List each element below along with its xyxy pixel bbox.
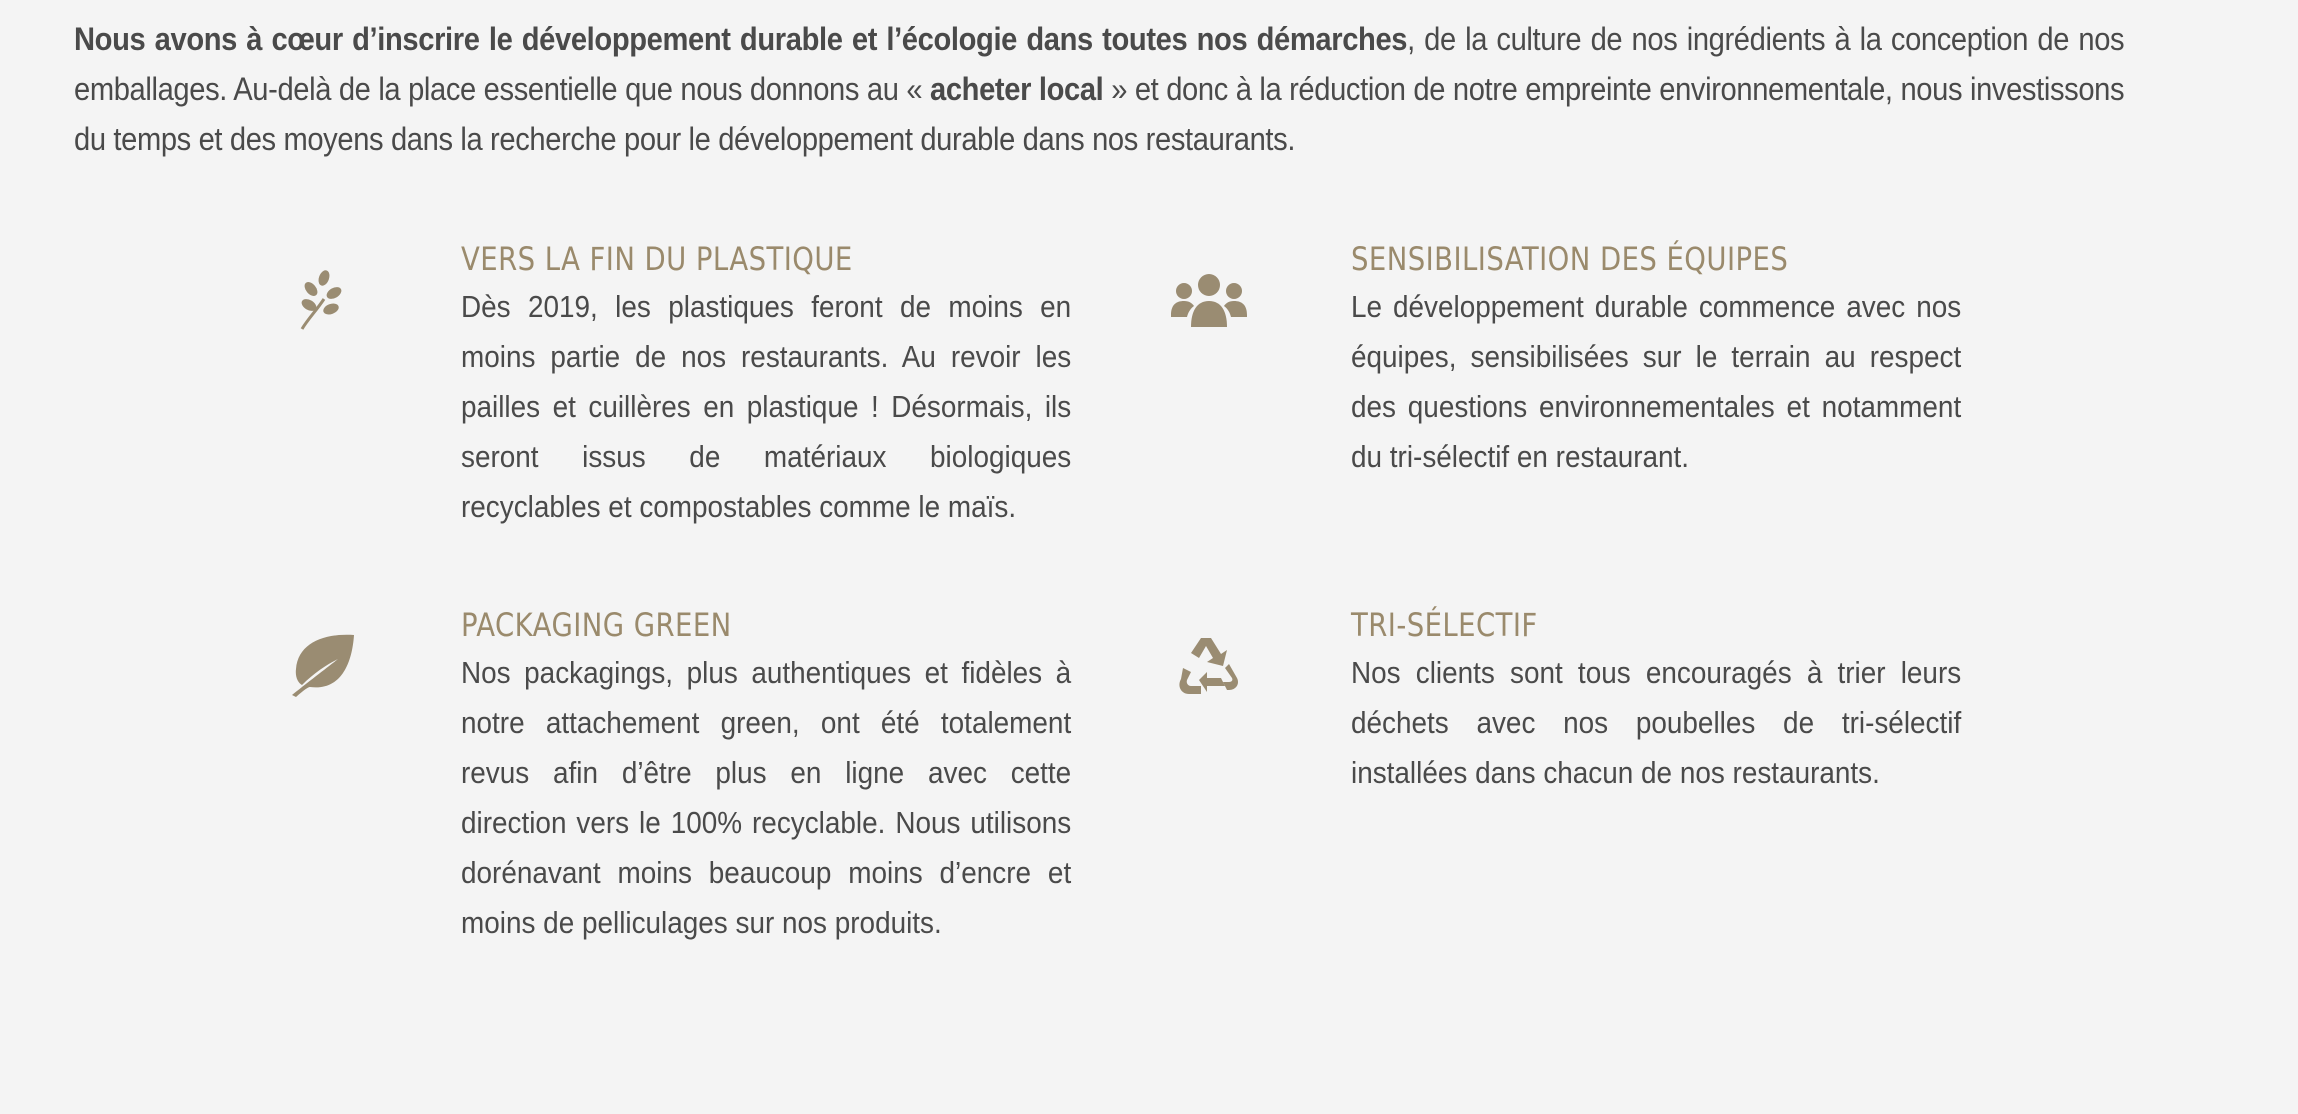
- intro-text-part1: , de la culture de nos ingrédients à la conception de nos emballages. Au-delà de la place essentielle que nous donnons au «: [74, 21, 2125, 107]
- intro-bold-lead: Nous avons à cœur d’inscrire le développement durable et l’écologie dans toutes nos démarches: [74, 21, 1408, 57]
- intro-bold-local: acheter local: [929, 71, 1104, 107]
- feature-text: Le développement durable commence avec nos équipes, sensibilisées sur le terrain au respect des questions environnementales et notamment du tri-sélectif en restaurant.: [1351, 289, 1962, 474]
- feature-text: Dès 2019, les plastiques feront de moins en moins partie de nos restaurants. Au revoir les pailles et cuillères en plastique ! Désormais, ils seront issus de matériaux biologiques recyclables et compostables comme le maïs.: [461, 289, 1072, 524]
- feature-title: TRI-SÉLECTIF: [1351, 606, 1538, 644]
- feature-title: VERS LA FIN DU PLASTIQUE: [461, 240, 853, 278]
- intro-paragraph: [74, 14, 2124, 164]
- feature-text: Nos clients sont tous encouragés à trier leurs déchets avec nos poubelles de tri-sélectif installées dans chacun de nos restaurants.: [1351, 655, 1962, 790]
- recycle-icon: [1164, 620, 1254, 710]
- feature-title: SENSIBILISATION DES ÉQUIPES: [1351, 240, 1789, 278]
- sprig-icon: [275, 255, 365, 345]
- intro-text-part2: » et donc à la réduction de notre empreinte environnementale, nous investissons du temps et des moyens dans la recherche pour le développement durable dans nos restaurants.: [74, 71, 2125, 157]
- users-icon: [1164, 255, 1254, 345]
- feature-text: Nos packagings, plus authentiques et fidèles à notre attachement green, ont été totalement revus afin d’être plus en ligne avec cette direction vers le 100% recyclable. Nous utilisons dorénavant moins beaucoup moins d’encre et moins de pelliculages sur nos produits.: [461, 655, 1072, 940]
- leaf-icon: [275, 620, 365, 710]
- feature-title: PACKAGING GREEN: [461, 606, 732, 644]
